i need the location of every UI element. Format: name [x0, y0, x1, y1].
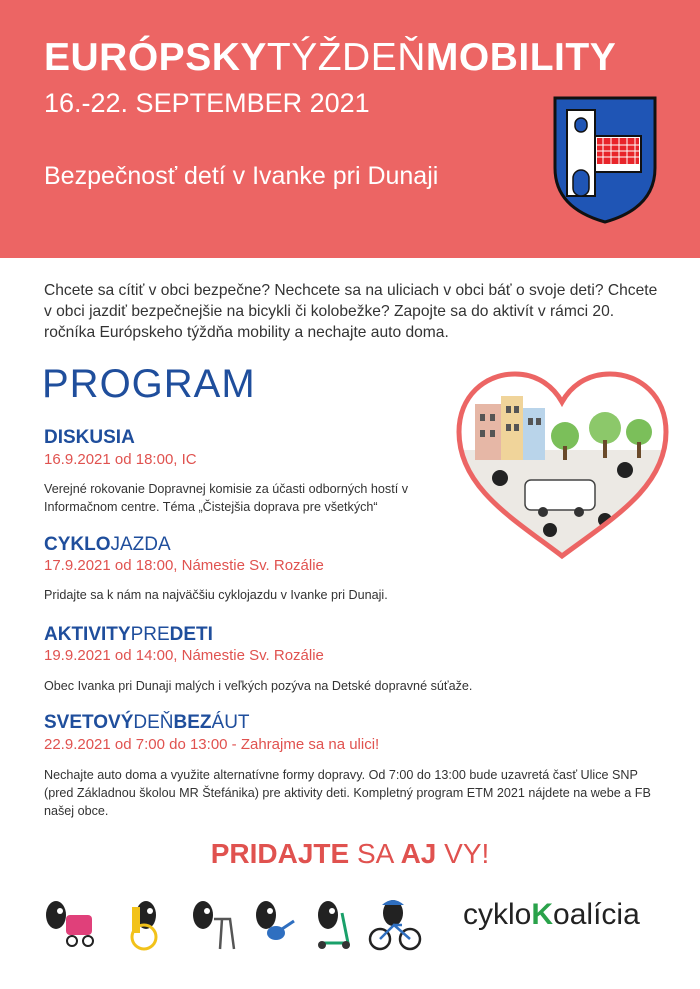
event-subtitle: Bezpečnosť detí v Ivanke pri Dunaji	[44, 162, 439, 190]
mascot-bicycle-icon	[370, 900, 420, 949]
section-svetovy-den-title	[44, 712, 250, 734]
section-title-normal: PRE	[130, 624, 170, 645]
mascot-guitar-icon	[256, 901, 294, 940]
logo-part-1: cyklo	[463, 898, 532, 931]
coat-of-arms-icon	[553, 96, 657, 224]
section-title-bold-2: DETI	[169, 624, 213, 645]
section-diskusia-title	[44, 427, 135, 449]
section-title-normal: JAZDA	[110, 534, 171, 555]
logo-part-3: oalícia	[553, 898, 640, 931]
section-title-bold: CYKLO	[44, 534, 111, 555]
cta-part-4: VY!	[444, 838, 490, 869]
section-title-bold: SVETOVÝ	[44, 712, 134, 733]
cta-part-2: SA	[356, 838, 401, 869]
event-title	[44, 36, 616, 80]
mascot-scooter-icon	[318, 901, 350, 949]
section-cyklojazda-date: 17.9.2021 od 18:00, Námestie Sv. Rozálie	[44, 557, 324, 574]
section-aktivity-date: 19.9.2021 od 14:00, Námestie Sv. Rozálie	[44, 647, 324, 664]
section-svetovy-den-date: 22.9.2021 od 7:00 do 13:00 - Zahrajme sa na ulici!	[44, 736, 380, 753]
mascot-wheelchair-icon	[132, 901, 156, 949]
section-title-bold: DISKUSIA	[44, 427, 135, 448]
cta-part-3: AJ	[400, 838, 445, 869]
title-part-3: MOBILITY	[425, 36, 617, 79]
title-part-1: EURÓPSKY	[44, 36, 267, 79]
section-title-normal-2: ÁUT	[211, 712, 250, 733]
intro-paragraph: Chcete sa cítiť v obci bezpečne? Nechcete sa na uliciach v obci báť o svoje deti? Chcete v obci jazdiť bezpečnejšie na bicykli či kolobežke? Zapojte sa do aktivít v rámci 20. ročníka Európskeho týždňa mobility a nechajte auto doma.	[44, 282, 658, 341]
section-svetovy-den-text: Nechajte auto doma a využite alternatívne formy dopravy. Od 7:00 do 13:00 bude uzavretá časť Ulice SNP (pred Základnou školou MR Štefánika) pre aktivity deti. Kompletný program ETM 2021 nájdete na webe a FB našej obce.	[44, 768, 651, 818]
section-diskusia-date: 16.9.2021 od 18:00, IC	[44, 451, 197, 468]
section-title-bold-2: BEZ	[173, 712, 212, 733]
heart-illustration-icon	[455, 370, 670, 560]
section-title-bold: AKTIVITY	[44, 624, 131, 645]
section-aktivity-title	[44, 624, 213, 646]
title-part-2: TÝŽDEŇ	[266, 36, 426, 79]
logo-part-2: K	[531, 898, 554, 931]
call-to-action	[0, 838, 700, 870]
event-date: 16.-22. SEPTEMBER 2021	[44, 88, 370, 118]
mascots-illustration-icon	[38, 893, 438, 953]
mascot-walker-icon	[193, 901, 234, 949]
section-diskusia-text: Verejné rokovanie Dopravnej komisie za účasti odborných hostí v Informačnom centre. Téma „Čistejšia doprava pre všetkých“	[44, 482, 409, 514]
program-heading: PROGRAM	[42, 362, 256, 406]
section-title-normal: DEŇ	[133, 712, 174, 733]
section-cyklojazda-title	[44, 534, 171, 556]
section-aktivity-text: Obec Ivanka pri Dunaji malých i veľkých pozýva na Detské dopravné súťaže.	[44, 679, 473, 693]
mascot-stroller-icon	[46, 901, 93, 946]
header-banner	[0, 0, 700, 258]
section-cyklojazda-text: Pridajte sa k nám na najväčšiu cyklojazdu v Ivanke pri Dunaji.	[44, 588, 388, 602]
cyklokoalicia-logo	[463, 898, 640, 932]
cta-part-1: PRIDAJTE	[210, 838, 357, 869]
